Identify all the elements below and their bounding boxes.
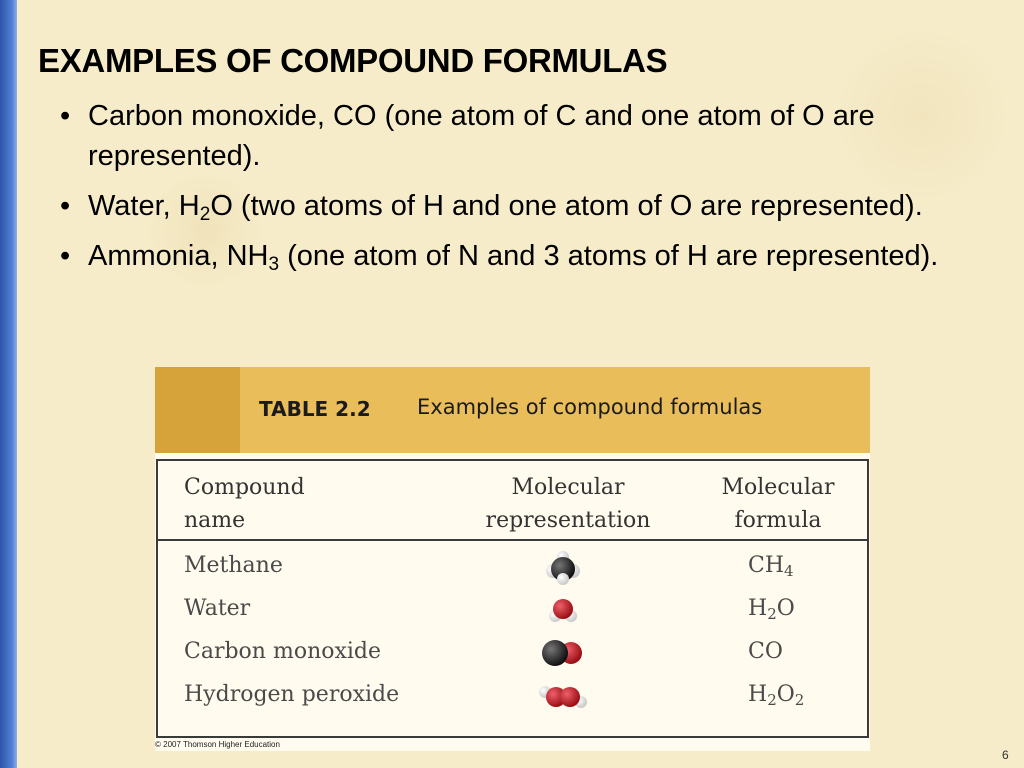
formula-rest: O [776,682,795,707]
compound-formula [748,596,795,621]
formula-base: H [748,682,768,707]
formula-subscript: 2 [767,691,777,709]
table-caption: Examples of compound formulas [417,395,763,419]
header-molecular-formula [708,471,848,537]
table-header-band [155,367,870,453]
bullet-water [60,186,990,226]
bullet-marker: • [60,100,71,132]
subscript: 2 [199,204,211,225]
header-line: name [184,508,246,533]
slide-title: EXAMPLES OF COMPOUND FORMULAS [38,42,668,79]
water-molecule-icon [513,592,613,628]
left-accent-bar [0,0,17,768]
header-molecular-representation [458,471,678,537]
compound-table [156,459,869,738]
bullet-ammonia [60,236,990,276]
formula-rest: O [776,596,795,621]
table-row-methane [158,547,867,591]
bullet-marker: • [60,240,71,272]
bullet-text: Carbon monoxide, CO (one atom of C and one atom of O are represented). [88,100,875,172]
compound-name: Carbon monoxide [184,639,382,664]
compound-formula [748,682,804,707]
formula-base: H [748,596,768,621]
compound-name: Hydrogen peroxide [184,682,400,707]
header-line: Molecular [721,475,835,500]
table-row-carbon-monoxide [158,633,867,677]
bullet-text: Water, H [88,190,200,222]
bullet-text: Ammonia, NH [88,240,269,272]
header-line: Compound [184,475,305,500]
formula-subscript: 4 [784,562,794,580]
hydrogen-peroxide-molecule-icon [513,678,613,714]
header-divider [158,539,867,541]
page-number: 6 [1002,748,1009,762]
bullet-text-rest: (one atom of N and 3 atoms of H are represented). [279,240,939,272]
compound-name: Water [184,596,251,621]
table-row-water [158,590,867,634]
bullet-list [60,96,990,286]
compound-formula [748,553,794,578]
carbon-monoxide-molecule-icon [513,635,613,671]
formula-base: CO [748,639,783,664]
header-line: Molecular [511,475,625,500]
table-label: TABLE 2.2 [259,397,371,421]
bullet-text-rest: O (two atoms of H and one atom of O are represented). [210,190,923,222]
copyright-notice: © 2007 Thomson Higher Education [155,740,280,749]
methane-molecule-icon [513,549,613,585]
header-line: formula [734,508,822,533]
subscript: 3 [268,254,280,275]
bullet-marker: • [60,190,71,222]
formula-base: CH [748,553,785,578]
formula-subscript: 2 [794,691,805,709]
header-compound-name [184,471,305,537]
compound-formula [748,639,783,664]
bullet-carbon-monoxide [60,96,990,176]
compound-name: Methane [184,553,283,578]
table-header-tab [155,367,240,453]
table-figure [155,367,870,751]
table-row-hydrogen-peroxide [158,676,867,720]
formula-subscript: 2 [767,605,777,623]
header-line: representation [485,508,651,533]
